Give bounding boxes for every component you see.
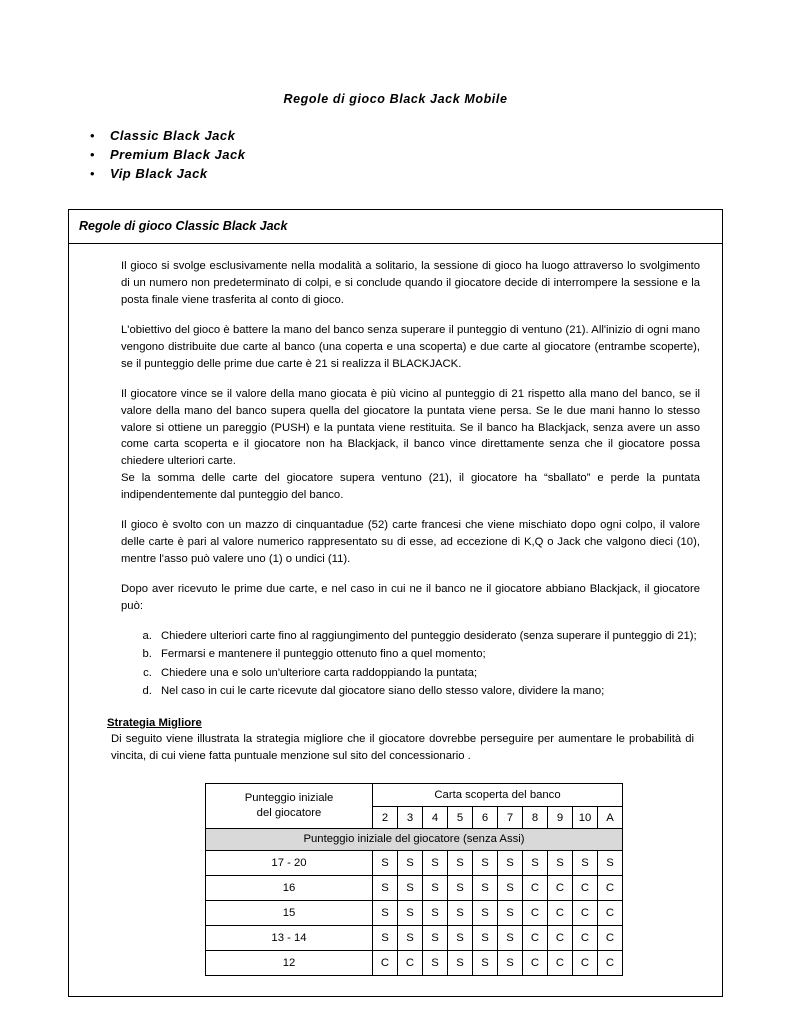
table-row: [206, 925, 623, 950]
table-cell: C: [598, 925, 623, 950]
list-item-label: Nel caso in cui le carte ricevute dal giocatore siano dello stesso valore, dividere la mano;: [161, 685, 605, 698]
page-title: Regole di gioco Black Jack Mobile: [283, 92, 508, 106]
list-item-label: Chiedere una e solo un'ulteriore carta raddoppiando la puntata;: [161, 666, 478, 679]
paragraph: Il gioco si svolge esclusivamente nella modalità a solitario, la sessione di gioco ha luogo attraverso lo svolgimento di un numero non predeterminato di colpi, e si conclude quando il giocatore decide di interrompere la sessione e la posta finale viene trasferita al conto di gioco.: [121, 260, 700, 306]
table-cell: 7: [498, 807, 523, 828]
table-cell: S: [373, 875, 398, 900]
table-header-player-score: [206, 783, 373, 828]
list-item: [155, 665, 704, 683]
table-cell: S: [373, 900, 398, 925]
table-cell: S: [398, 875, 423, 900]
table-row-label: 17 - 20: [206, 850, 373, 875]
table-cell: S: [448, 900, 473, 925]
table-cell: S: [473, 875, 498, 900]
table-cell: C: [398, 950, 423, 975]
table-row: [206, 850, 623, 875]
table-cell: S: [398, 850, 423, 875]
table-cell: 8: [523, 807, 548, 828]
table-cell: 5: [448, 807, 473, 828]
list-item-label: Premium Black Jack: [110, 147, 246, 162]
bullet-icon: •: [90, 128, 95, 143]
table-row: [206, 875, 623, 900]
rules-box: [68, 209, 723, 997]
player-options-list: [87, 628, 704, 701]
game-list: [90, 128, 723, 181]
table-row: [206, 950, 623, 975]
table-cell: S: [423, 875, 448, 900]
table-cell: S: [373, 925, 398, 950]
table-cell: 4: [423, 807, 448, 828]
table-cell: S: [473, 950, 498, 975]
list-item-label: Classic Black Jack: [110, 128, 236, 143]
table-cell: S: [598, 850, 623, 875]
table-row-label: 12: [206, 950, 373, 975]
table-row: [206, 783, 623, 807]
rules-box-body: [69, 244, 722, 996]
paragraph: Dopo aver ricevuto le prime due carte, e nel caso in cui ne il banco ne il giocatore abbiano Blackjack, il giocatore può:: [121, 583, 700, 612]
table-cell: S: [523, 850, 548, 875]
table-cell: 9: [548, 807, 573, 828]
table-cell: C: [548, 925, 573, 950]
table-cell: C: [573, 950, 598, 975]
table-cell: C: [548, 950, 573, 975]
table-cell: 10: [573, 807, 598, 828]
table-cell: S: [448, 950, 473, 975]
table-cell: S: [423, 850, 448, 875]
table-cell: S: [473, 900, 498, 925]
bullet-icon: •: [90, 147, 95, 162]
list-item-label: a. Chiedere ulteriori carte fino al raggiungimento del punteggio desiderato (senza superare il punteggio di 21);: [161, 629, 697, 642]
table-row-label: 16: [206, 875, 373, 900]
table-cell: S: [398, 925, 423, 950]
player-score-line1: Punteggio iniziale: [244, 791, 334, 804]
table-cell: C: [548, 900, 573, 925]
list-item: [155, 646, 704, 664]
paragraph: Il giocatore vince se il valore della mano giocata è più vicino al punteggio di 21 rispetto alla mano del banco, se il valore della mano del banco supera quella del giocatore la puntata viene persa. Se le due mani hanno lo stesso valore si ottiene un pareggio (PUSH) e la puntata viene restituita. Se il banco ha Blackjack, senza avere un asso come carta scoperta e il giocatore non ha Blackjack, il banco vince direttamente senza che il giocatore possa chiedere ulteriori carte.: [121, 387, 700, 468]
table-cell: A: [598, 807, 623, 828]
list-item: [90, 166, 723, 181]
table-cell: C: [548, 875, 573, 900]
paragraph: Se la somma delle carte del giocatore supera ventuno (21), il giocatore ha “sballato” e perde la puntata indipendentemente dal punteggio del banco.: [121, 472, 700, 502]
player-score-line2: del giocatore: [256, 806, 322, 819]
table-cell: S: [448, 850, 473, 875]
table-cell: S: [498, 850, 523, 875]
list-item-label: Fermarsi e mantenere il punteggio ottenuto fino a quel momento;: [161, 648, 486, 661]
rules-box-header-prefix: Regole di gioco: [79, 219, 176, 233]
table-cell: 6: [473, 807, 498, 828]
table-row: [206, 900, 623, 925]
table-cell: C: [523, 875, 548, 900]
list-item: [90, 147, 723, 162]
document-content: [68, 0, 723, 997]
table-cell: S: [373, 850, 398, 875]
table-row: [206, 828, 623, 850]
table-cell: S: [423, 900, 448, 925]
table-cell: S: [548, 850, 573, 875]
list-item: [155, 683, 704, 701]
table-cell: C: [523, 900, 548, 925]
table-cell: C: [598, 875, 623, 900]
table-cell: C: [573, 900, 598, 925]
list-item: [90, 128, 723, 143]
table-header-dealer-card: Carta scoperta del banco: [373, 783, 623, 807]
table-cell: 2: [373, 807, 398, 828]
table-cell: S: [473, 850, 498, 875]
table-cell: C: [598, 950, 623, 975]
table-cell: S: [448, 875, 473, 900]
table-cell: S: [573, 850, 598, 875]
table-cell: C: [573, 925, 598, 950]
table-cell: S: [448, 925, 473, 950]
table-cell: S: [473, 925, 498, 950]
table-row-label: 15: [206, 900, 373, 925]
strategy-table: [205, 783, 623, 976]
table-cell: C: [373, 950, 398, 975]
rules-box-header: [69, 210, 722, 244]
table-cell: S: [498, 875, 523, 900]
table-cell: S: [423, 925, 448, 950]
rules-box-header-name: Classic Black Jack: [175, 219, 288, 233]
table-band-label: Punteggio iniziale del giocatore (senza Assi): [206, 828, 623, 850]
table-cell: S: [498, 950, 523, 975]
table-row-label: 13 - 14: [206, 925, 373, 950]
table-cell: S: [498, 900, 523, 925]
table-cell: S: [398, 900, 423, 925]
strategy-heading: Strategia Migliore: [107, 716, 202, 729]
table-cell: C: [598, 900, 623, 925]
table-cell: S: [498, 925, 523, 950]
paragraph: L'obiettivo del gioco è battere la mano del banco senza superare il punteggio di ventuno (21). All'inizio di ogni mano vengono distribuite due carte al banco (una coperta e una scoperta) e due carte al giocatore (entrambe scoperte), se il punteggio delle prime due carte è 21 si realizza il BLACKJACK.: [121, 323, 700, 370]
table-cell: S: [423, 950, 448, 975]
table-cell: C: [523, 950, 548, 975]
table-cell: 3: [398, 807, 423, 828]
list-item: [155, 628, 704, 646]
paragraph: Il gioco è svolto con un mazzo di cinquantadue (52) carte francesi che viene mischiato dopo ogni colpo, il valore delle carte è pari al valore numerico rappresentato su di esse, ad eccezione di K,Q o Jack che valgono dieci (10), mentre l'asso può valere uno (1) o undici (11).: [121, 519, 700, 566]
bullet-icon: •: [90, 166, 95, 181]
table-cell: C: [573, 875, 598, 900]
list-item-label: Vip Black Jack: [110, 166, 208, 181]
strategy-paragraph: Di seguito viene illustrata la strategia migliore che il giocatore dovrebbe perseguire per aumentare le probabilità di vincita, di cui viene fatta puntuale menzione sul sito del concessionario .: [111, 732, 694, 762]
table-cell: C: [523, 925, 548, 950]
